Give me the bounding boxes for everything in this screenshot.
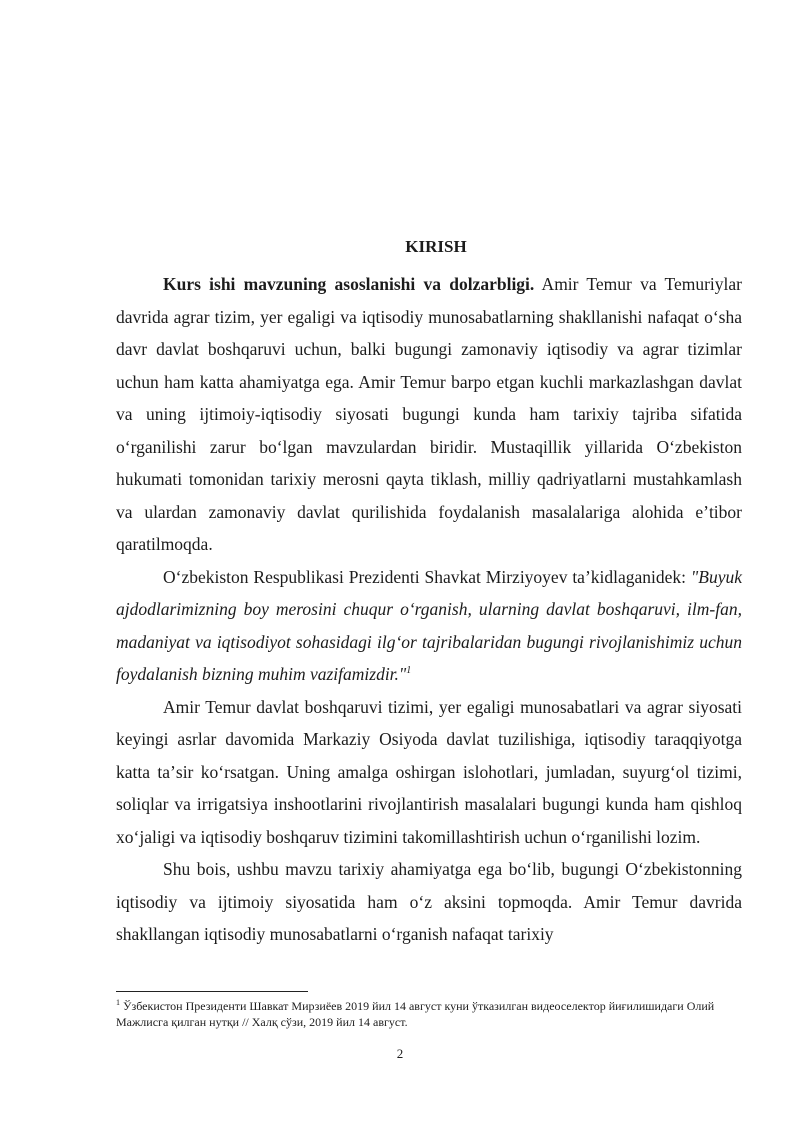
paragraph-text: Shu bois, ushbu mavzu tarixiy ahamiyatga ega boʻlib, bugungi Oʻzbekistonning iqtisodiy va ijtimoiy siyosatida ham oʻz aksini topmoqda. Amir Temur davrida shakllangan iqtisodiy munosabatlarni oʻrganish nafaqat tarixiy [116,859,742,944]
page-body [116,236,742,951]
paragraph-significance [116,853,742,951]
paragraph-text: Amir Temur davlat boshqaruvi tizimi, yer egaligi munosabatlari va agrar siyosati keyingi asrlar davomida Markaziy Osiyoda davlat tuzilishiga, iqtisodiy taraqqiyotga katta taʼsir koʻrsatgan. Uning amalga oshirgan islohotlari, jumladan, suyurgʻol tizimi, soliqlar va irrigatsiya inshootlarini rivojlantirish masalalari bugungi kunda ham qishloq xoʻjaligi va iqtisodiy boshqaruv tizimini takomillashtirish uchun oʻrganilishi lozim. [116,696,742,847]
paragraph-president-quote [116,561,742,691]
paragraph-text: Amir Temur va Temuriylar davrida agrar tizim, yer egaligi va iqtisodiy munosabatlarning shakllanishi nafaqat oʻsha davr davlat boshqaruvi uchun, balki bugungi zamonaviy iqtisodiy va agrar tizimlar uchun ham katta ahamiyatga ega. Amir Temur barpo etgan kuchli markazlashgan davlat va uning ijtimoiy-iqtisodiy siyosati bugungi kunda ham tarixiy tajriba sifatida oʻrganilishi zarur boʻlgan mavzulardan biridir. Mustaqillik yillarida Oʻzbekiston hukumati tomonidan tarixiy merosni qayta tiklash, milliy qadriyatlarni mustahkamlash va ulardan zamonaviy davlat qurilishida foydalanish masalalariga alohida eʼtibor qaratilmoqda. [116,274,742,554]
paragraph-relevance [116,268,742,561]
footnote-text: Ўзбекистон Президенти Шавкат Мирзиёев 2019 йил 14 август куни ўтказилган видеоселектор йиғилишидаги Олий Мажлисга қилган нутқи // Халқ сўзи, 2019 йил 14 август. [116,999,715,1029]
paragraph-lead-bold: Kurs ishi mavzuning asoslanishi va dolzarbligi. [163,274,535,294]
footnote-reference[interactable]: 1 [406,665,412,677]
footnote-separator [116,991,308,992]
quote-text: "Buyuk ajdodlarimizning boy merosini chuqur oʻrganish, ularning davlat boshqaruvi, ilm-fan, madaniyat va iqtisodiyot sohasidagi ilgʻor tajribalaridan bugungi rivojlanishimiz uchun foydalanish bizning muhim vazifamizdir." [116,566,742,684]
paragraph-temur-policy [116,691,742,854]
page-number: 2 [396,1046,404,1061]
section-title: KIRISH [405,237,467,256]
paragraph-text: Oʻzbekiston Respublikasi Prezidenti Shavkat Mirziyoyev taʼkidlaganidek: [163,566,691,587]
footnote-number: 1 [116,998,120,1007]
footnote [116,998,742,1030]
